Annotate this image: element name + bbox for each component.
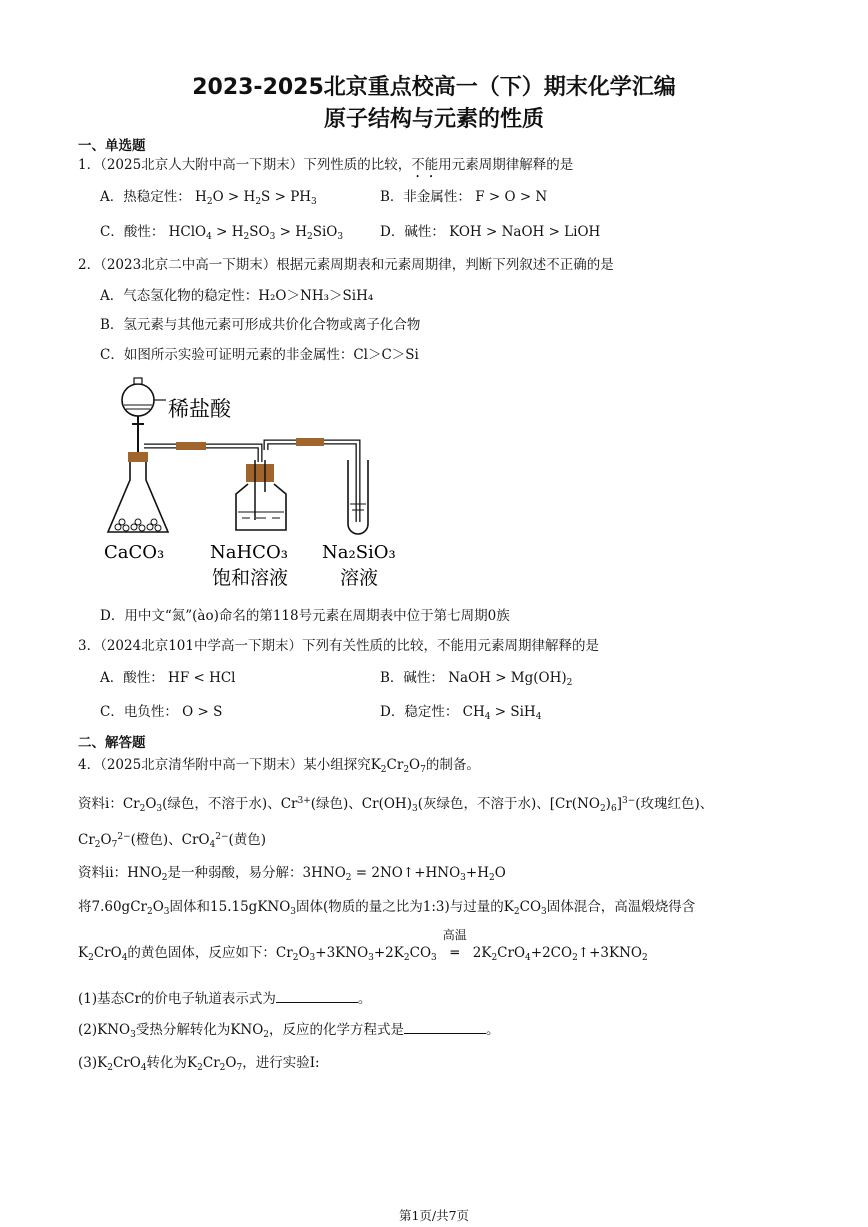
q4-paragraph-line2: $K_2CrO_4$的黄色固体，反应如下：$Cr_2O_3+3KNO_3+2K_2CO_3$ 高温 ═ $2K_2CrO_4+2CO_2↑+3KNO_2$ [78,928,648,963]
q2-option-a: A．气态氢化物的稳定性：H₂O＞NH₃＞SiH₄ [100,288,374,304]
q1-option-c: C．酸性： HClO$_4$ > $H_2SO_3 > H_2SiO_3$ [100,224,344,242]
separatory-funnel [122,384,154,416]
q3-option-a: A．酸性： HF < HCl [100,670,236,686]
caco3-label: CaCO₃ [104,542,165,563]
dilute-hcl-label: 稀盐酸 [168,397,231,421]
q3-option-c: C．电负性： O > S [100,704,223,720]
q4-sub1: (1)基态Cr的价电子轨道表示式为 。 [78,991,372,1007]
reaction-condition: 高温 [442,928,467,942]
q1-option-d: D．碱性： KOH > NaOH > LiOH [380,224,601,240]
q4-info1-line1: 资料i：$Cr_2O_3$(绿色，不溶于水)、$Cr^{3+}$(绿色)、$Cr(OH)_3$(灰绿色，不溶于水)、$[Cr(NO_2)_6]^{3-}$(玫瑰红色)、 [78,796,714,814]
q2-option-c: C．如图所示实验可证明元素的非金属性：Cl＞C＞Si [100,347,419,363]
q1-option-b: B．非金属性： F > O > N [380,189,548,205]
saturated-solution-label: 饱和溶液 [212,567,289,589]
q3-stem: 3．（2024北京101中学高一下期末）下列有关性质的比较，不能用元素周期律解释的是 [78,638,599,654]
q4-info2: 资料ii：$HNO_2$是一种弱酸，易分解：$3HNO_2$ = $2NO↑+HNO_3+H_2O$ [78,865,506,883]
page-title: 2023-2025北京重点校高一（下）期末化学汇编 [192,75,676,100]
q4-info1-line2: $Cr_2O_7^{2-}$(橙色)、CrO$_4^{2-}$(黄色) [78,832,267,850]
q3-option-d: D．稳定性： $CH_4 > SiH_4$ [380,704,542,722]
solution-label: 溶液 [340,567,379,589]
answer-blank-2[interactable] [404,1021,486,1034]
section-heading-single-choice: 一、单选题 [78,138,146,154]
nahco3-label: NaHCO₃ [210,542,288,563]
page-footer: 第1页/共7页 [398,1208,470,1223]
answer-blank-1[interactable] [276,990,358,1003]
q3-option-b: B．碱性： NaOH > $Mg(OH)_2$ [380,670,573,688]
q2-option-b: B．氢元素与其他元素可形成共价化合物或离子化合物 [100,317,421,333]
gas-washing-bottle [236,484,286,530]
q1-stem: 1．（2025北京人大附中高一下期末）下列性质的比较，不能用元素周期律解释的是 [78,157,574,173]
q1-option-a: A．热稳定性： $H_2O > H_2S > PH_3$ [100,189,317,207]
q4-stem: 4．（2025北京清华附中高一下期末）某小组探究$K_2Cr_2O_7$的制备。 [78,757,480,775]
q4-paragraph-line1: 将$7.60gCr_2O_3$固体和15.15gKNO$_3$固体(物质的量之比为1:3)与过量的$K_2CO_3$固体混合，高温煅烧得含 [78,899,696,917]
section-heading-answer: 二、解答题 [78,735,146,751]
na2sio3-label: Na₂SiO₃ [322,542,396,563]
q2-stem: 2．（2023北京二中高一下期末）根据元素周期表和元素周期律，判断下列叙述不正确的是 [78,257,614,273]
experiment-apparatus-figure [100,372,420,597]
q2-option-d: D．用中文“氮”(ào)命名的第118号元素在周期表中位于第七周期0族 [100,608,510,624]
q4-sub3: $(3)K_2CrO_4$转化为$K_2Cr_2O_7$，进行实验I: [78,1055,320,1073]
q4-sub2: $(2)KNO_3$受热分解转化为$KNO_2$，反应的化学方程式是 。 [78,1022,500,1040]
page-subtitle: 原子结构与元素的性质 [323,107,544,132]
